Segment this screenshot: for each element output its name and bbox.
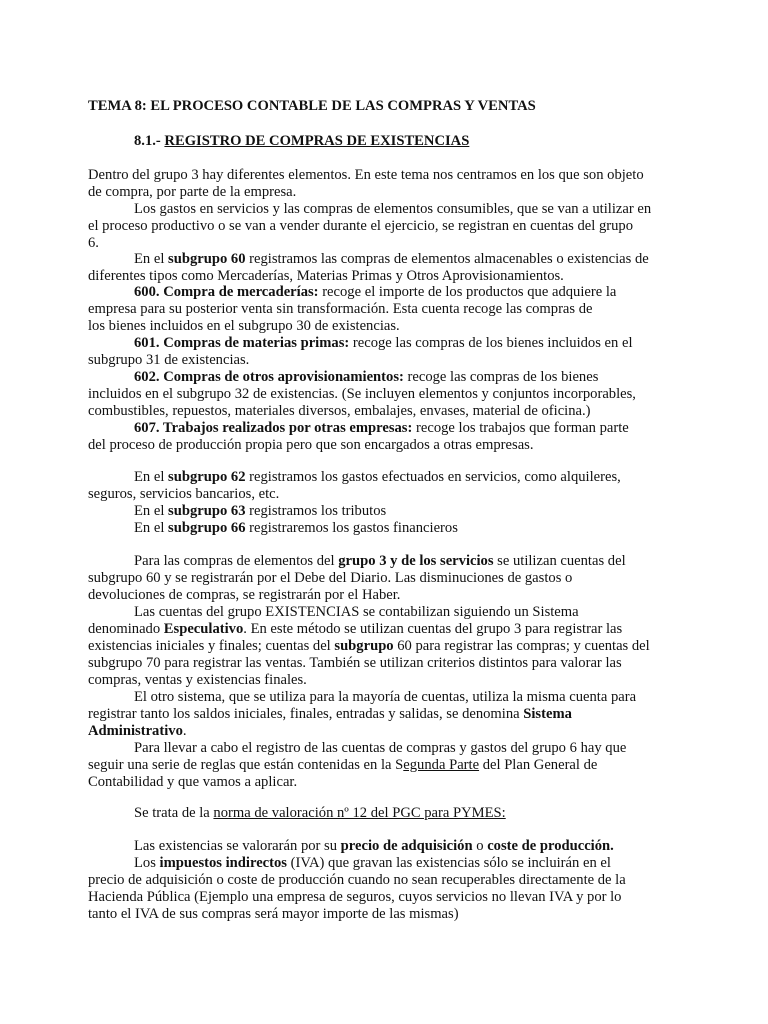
bold-term: precio de adquisición xyxy=(340,838,473,854)
paragraph-line: En el subgrupo 62 registramos los gastos efectuados en servicios, como alquileres, xyxy=(134,469,621,485)
paragraph-line: precio de adquisición o coste de producción cuando no sean recuperables directamente de la xyxy=(88,872,626,888)
account-601-line: 601. Compras de materias primas: recoge las compras de los bienes incluidos en el xyxy=(134,335,633,351)
paragraph-line: subgrupo 60 y se registrarán por el Debe del Diario. Las disminuciones de gastos o xyxy=(88,570,573,586)
account-607-label: 607. Trabajos realizados por otras empresas: xyxy=(134,420,413,436)
paragraph-line: Dentro del grupo 3 hay diferentes elementos. En este tema nos centramos en los que son objeto xyxy=(88,167,644,183)
paragraph-line: subgrupo 70 para registrar las ventas. También se utilizan criterios distintos para valorar las xyxy=(88,655,622,671)
paragraph-line: Las existencias se valorarán por su precio de adquisición o coste de producción. xyxy=(134,838,614,854)
paragraph-line: devoluciones de compras, se registrarán por el Haber. xyxy=(88,587,401,603)
paragraph-line: seguros, servicios bancarios, etc. xyxy=(88,486,280,502)
paragraph-line: Para las compras de elementos del grupo 3 y de los servicios se utilizan cuentas del xyxy=(134,553,626,569)
section-number: 8.1.- xyxy=(134,133,161,149)
paragraph-line: los bienes incluidos en el subgrupo 30 de existencias. xyxy=(88,318,400,334)
underlined-term: norma de valoración nº 12 del PGC para PYMES: xyxy=(213,805,506,821)
paragraph-line: del proceso de producción propia pero que son encargados a otras empresas. xyxy=(88,437,534,453)
bold-term: subgrupo 60 xyxy=(168,251,246,267)
paragraph-line: el proceso productivo o se van a vender durante el ejercicio, se registran en cuentas del grupo xyxy=(88,218,634,234)
account-600-label: 600. Compra de mercaderías: xyxy=(134,284,319,300)
paragraph-line: El otro sistema, que se utiliza para la mayoría de cuentas, utiliza la misma cuenta para xyxy=(134,689,637,705)
account-607-line: 607. Trabajos realizados por otras empresas: recoge los trabajos que forman parte xyxy=(134,420,629,436)
bold-term: coste de producción. xyxy=(487,838,614,854)
paragraph-line: denominado Especulativo. En este método se utilizan cuentas del grupo 3 para registrar las xyxy=(88,621,623,637)
paragraph-line: Se trata de la norma de valoración nº 12 del PGC para PYMES: xyxy=(134,805,506,821)
bold-term: subgrupo xyxy=(334,638,394,654)
paragraph-line: combustibles, repuestos, materiales diversos, embalajes, envases, material de oficina.) xyxy=(88,403,591,419)
bold-term: Administrativo xyxy=(88,723,183,739)
section-title: REGISTRO DE COMPRAS DE EXISTENCIAS xyxy=(164,133,470,149)
paragraph-line: existencias iniciales y finales; cuentas del subgrupo 60 para registrar las compras; y cuentas del xyxy=(88,638,650,654)
paragraph-line: subgrupo 31 de existencias. xyxy=(88,352,250,368)
account-600-line: 600. Compra de mercaderías: recoge el importe de los productos que adquiere la xyxy=(134,284,617,300)
paragraph-line: registrar tanto los saldos iniciales, finales, entradas y salidas, se denomina Sistema xyxy=(88,706,572,722)
paragraph-line: Los gastos en servicios y las compras de elementos consumibles, que se van a utilizar en xyxy=(134,201,652,217)
bold-term: impuestos indirectos xyxy=(159,855,287,871)
paragraph-line: incluidos en el subgrupo 32 de existencias. (Se incluyen elementos y conjuntos incorporables, xyxy=(88,386,636,402)
paragraph-line: En el subgrupo 66 registraremos los gastos financieros xyxy=(134,520,458,536)
paragraph-line: Los impuestos indirectos (IVA) que gravan las existencias sólo se incluirán en el xyxy=(134,855,611,871)
paragraph-line: En el subgrupo 60 registramos las compras de elementos almacenables o existencias de xyxy=(134,251,649,267)
section-heading xyxy=(134,133,469,150)
account-602-label: 602. Compras de otros aprovisionamientos: xyxy=(134,369,404,385)
bold-term: grupo 3 y de los servicios xyxy=(338,553,494,569)
paragraph-line: En el subgrupo 63 registramos los tributos xyxy=(134,503,387,519)
paragraph-line: Administrativo. xyxy=(88,723,187,739)
paragraph-line: Las cuentas del grupo EXISTENCIAS se contabilizan siguiendo un Sistema xyxy=(134,604,579,620)
paragraph-line: Hacienda Pública (Ejemplo una empresa de seguros, cuyos servicios no llevan IVA y por lo xyxy=(88,889,622,905)
paragraph-line: seguir una serie de reglas que están contenidas en la Segunda Parte del Plan General de xyxy=(88,757,598,773)
paragraph-line: diferentes tipos como Mercaderías, Materias Primas y Otros Aprovisionamientos. xyxy=(88,268,564,284)
bold-term: subgrupo 62 xyxy=(168,469,246,485)
bold-term: subgrupo 66 xyxy=(168,520,246,536)
paragraph-line: tanto el IVA de sus compras será mayor importe de las mismas) xyxy=(88,906,459,922)
document-title: TEMA 8: EL PROCESO CONTABLE DE LAS COMPRAS Y VENTAS xyxy=(88,98,536,114)
bold-term: Especulativo xyxy=(163,621,244,637)
paragraph-line: 6. xyxy=(88,235,99,251)
paragraph-line: Contabilidad y que vamos a aplicar. xyxy=(88,774,298,790)
paragraph-line: compras, ventas y existencias finales. xyxy=(88,672,307,688)
paragraph-line: Para llevar a cabo el registro de las cuentas de compras y gastos del grupo 6 hay que xyxy=(134,740,627,756)
paragraph-line: empresa para su posterior venta sin transformación. Esta cuenta recoge las compras de xyxy=(88,301,593,317)
account-601-label: 601. Compras de materias primas: xyxy=(134,335,350,351)
underlined-term: egunda Parte xyxy=(403,757,480,773)
bold-term: subgrupo 63 xyxy=(168,503,246,519)
account-602-line: 602. Compras de otros aprovisionamientos: recoge las compras de los bienes xyxy=(134,369,599,385)
paragraph-line: de compra, por parte de la empresa. xyxy=(88,184,297,200)
bold-term: Sistema xyxy=(523,706,572,722)
